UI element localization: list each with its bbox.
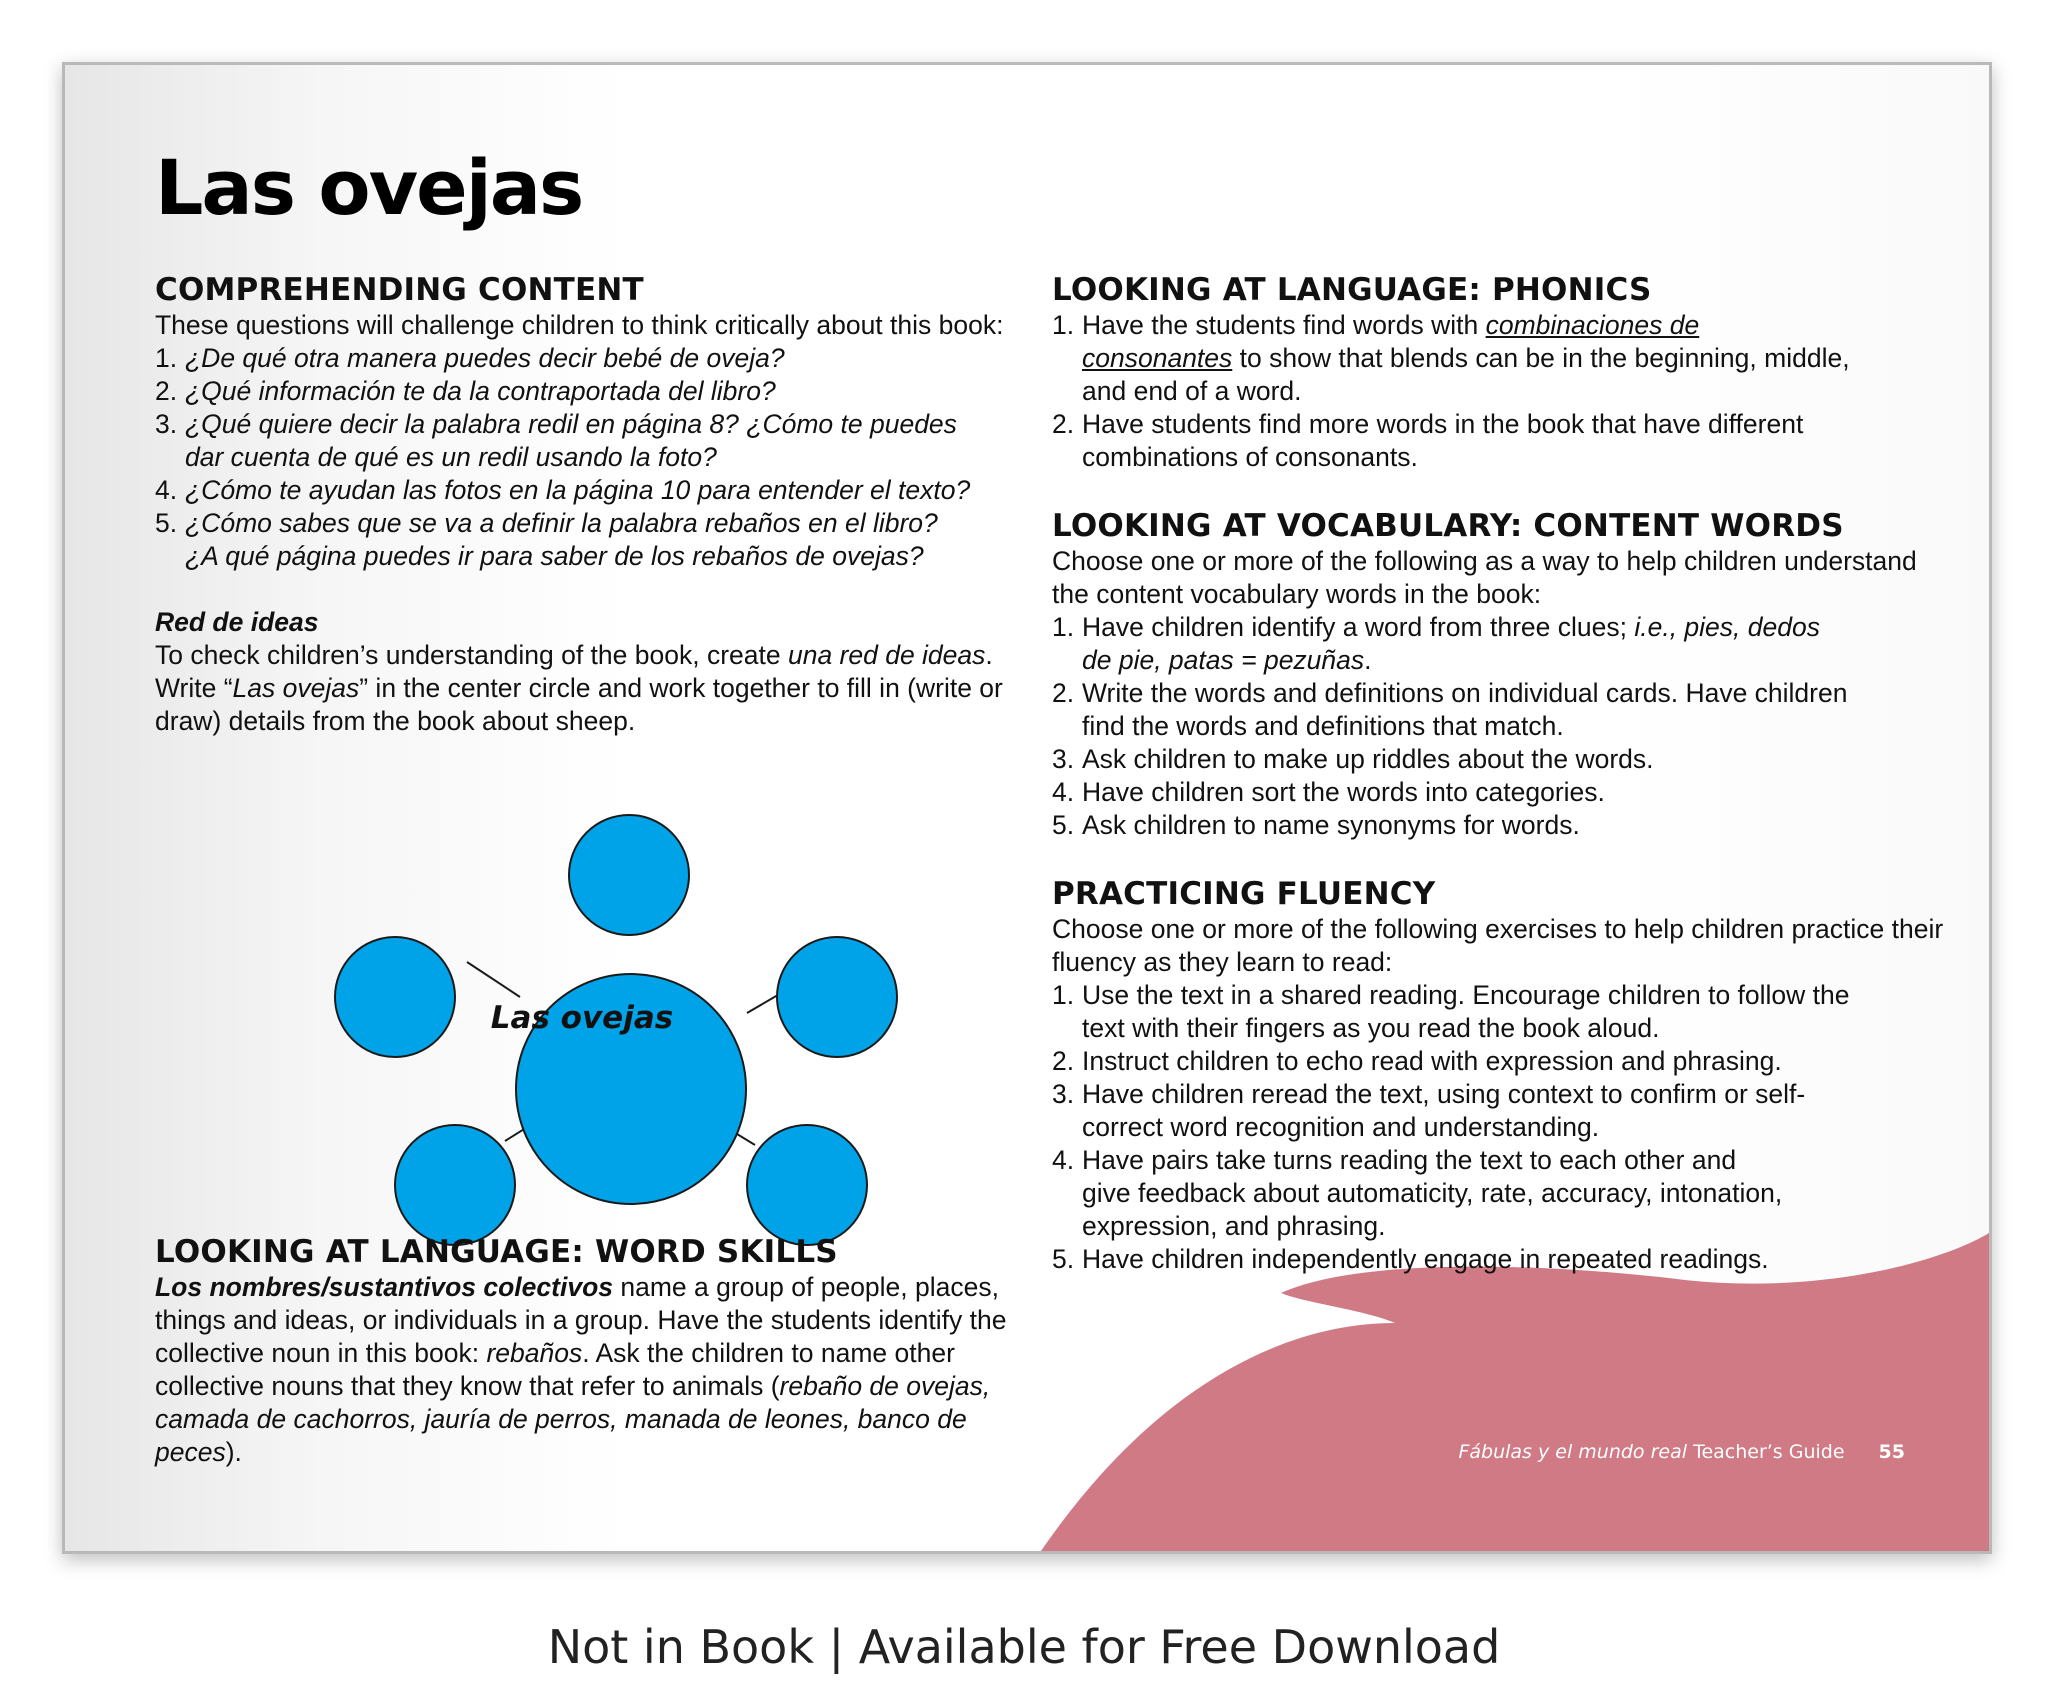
footer-book-title: Fábulas y el mundo real [1458, 1441, 1688, 1463]
item-number: 4. [1052, 1145, 1075, 1175]
item-number: 4. [1052, 777, 1075, 807]
item-text: Have children sort the words into categories. [1082, 777, 1605, 807]
right-column [1052, 271, 1952, 1276]
item-text: ¿A qué página puedes ir para saber de los rebaños de ovejas? [185, 541, 924, 571]
word-skills-italic: rebaños [486, 1338, 583, 1368]
item-text: correct word recognition and understanding. [1082, 1112, 1600, 1142]
item-number: 5. [1052, 810, 1075, 840]
word-skills-part: . Ask the children to name other collective nouns that they know that refer to animals ( [155, 1338, 955, 1401]
item-text: Have students find more words in the book that have different [1082, 409, 1804, 439]
item-text: to show that blends can be in the beginning, middle, [1232, 343, 1850, 373]
web-outer-circle [747, 1125, 867, 1245]
item-text: Ask children to name synonyms for words. [1082, 810, 1580, 840]
item-text: combinations of consonants. [1082, 442, 1418, 472]
red-text-part: To check children’s understanding of the book, create [155, 640, 788, 670]
item-text: Have children reread the text, using context to confirm or self- [1082, 1079, 1806, 1109]
list-item [1052, 743, 1952, 776]
list-item [1052, 1045, 1952, 1078]
web-connector [467, 962, 520, 997]
red-de-ideas-text [155, 639, 1035, 738]
item-text: text with their fingers as you read the book aloud. [1082, 1013, 1660, 1043]
web-outer-circle [335, 937, 455, 1057]
item-number: 1. [1052, 612, 1075, 642]
item-text: ¿Cómo sabes que se va a definir la palabra rebaños en el libro? [185, 508, 938, 538]
page-number: 55 [1878, 1441, 1905, 1463]
guide-page [62, 62, 1992, 1554]
red-text-part: ” in the center circle and work together to fill in (write or draw) details from the book about sheep. [155, 673, 1003, 736]
item-text: . [1364, 645, 1372, 675]
web-outer-circle [569, 815, 689, 935]
item-text: Have pairs take turns reading the text to each other and [1082, 1145, 1737, 1175]
item-text: Ask children to make up riddles about the words. [1082, 744, 1654, 774]
red-de-ideas-heading: Red de ideas [155, 607, 319, 637]
list-item [1052, 776, 1952, 809]
page-title: Las ovejas [155, 143, 583, 232]
item-number: 3. [1052, 744, 1075, 774]
item-text: Instruct children to echo read with expression and phrasing. [1082, 1046, 1782, 1076]
left-column [155, 271, 1035, 738]
list-item [1052, 979, 1952, 1045]
item-text: find the words and definitions that match. [1082, 711, 1564, 741]
item-text: Write the words and definitions on individual cards. Have children [1082, 678, 1848, 708]
item-text: ¿Qué información te da la contraportada del libro? [185, 376, 776, 406]
item-number: 5. [1052, 1244, 1075, 1274]
comprehending-heading: COMPREHENDING CONTENT [155, 272, 644, 308]
web-center-label: Las ovejas [490, 1000, 674, 1036]
vocabulary-intro: Choose one or more of the following as a way to help children understand the content vocabulary words in the book: [1052, 546, 1917, 609]
red-text-italic: Las ovejas [232, 673, 360, 703]
list-item [155, 507, 1035, 573]
item-text: ¿Qué quiere decir la palabra redil en página 8? ¿Cómo te puedes [185, 409, 957, 439]
item-number: 1. [155, 343, 178, 373]
item-text: Have children identify a word from three clues; [1082, 612, 1635, 642]
web-outer-circle [395, 1125, 515, 1245]
fluency-intro: Choose one or more of the following exercises to help children practice their fluency as they learn to read: [1052, 914, 1944, 977]
item-text: Use the text in a shared reading. Encourage children to follow the [1082, 980, 1850, 1010]
item-text: Have the students find words with [1082, 310, 1486, 340]
word-skills-heading: LOOKING AT LANGUAGE: WORD SKILLS [155, 1234, 838, 1270]
vocabulary-heading: LOOKING AT VOCABULARY: CONTENT WORDS [1052, 508, 1844, 544]
word-skills-text [155, 1271, 1035, 1469]
word-skills-italic: rebaño de ovejas, camada de cachorros, jauría de perros, manada de leones, banco de peces [155, 1371, 991, 1467]
download-banner: Not in Book | Available for Free Download [547, 1620, 1501, 1674]
red-text-italic: una red de ideas [787, 640, 986, 670]
phonics-heading: LOOKING AT LANGUAGE: PHONICS [1052, 272, 1652, 308]
item-text-italic: combinaciones de [1485, 310, 1700, 340]
comprehending-intro: These questions will challenge children to think critically about this book: [155, 310, 1004, 340]
list-item [1052, 408, 1952, 474]
list-item [155, 342, 1035, 375]
vocabulary-list [1052, 611, 1952, 842]
item-number: 2. [155, 376, 178, 406]
item-number: 1. [1052, 980, 1075, 1010]
list-item [155, 375, 1035, 408]
wave-shape [1041, 1233, 1989, 1551]
list-item [1052, 1144, 1952, 1243]
phonics-list [1052, 309, 1952, 474]
item-number: 4. [155, 475, 178, 505]
item-text: ¿De qué otra manera puedes decir bebé de oveja? [185, 343, 785, 373]
word-skills-part: ). [225, 1437, 242, 1467]
item-text-italic: consonantes [1082, 343, 1233, 373]
list-item [1052, 309, 1952, 408]
item-text: and end of a word. [1082, 376, 1302, 406]
web-outer-circle [777, 937, 897, 1057]
item-number: 3. [1052, 1079, 1075, 1109]
item-number: 2. [1052, 409, 1075, 439]
question-list [155, 342, 1035, 573]
item-number: 1. [1052, 310, 1075, 340]
list-item [155, 408, 1035, 474]
word-skills-section [155, 1233, 1035, 1469]
list-item [1052, 677, 1952, 743]
item-number: 3. [155, 409, 178, 439]
item-text: expression, and phrasing. [1082, 1211, 1386, 1241]
fluency-heading: PRACTICING FLUENCY [1052, 876, 1436, 912]
page-footer [1405, 1441, 1905, 1463]
item-text: dar cuenta de qué es un redil usando la foto? [185, 442, 717, 472]
item-number: 5. [155, 508, 178, 538]
list-item [1052, 1078, 1952, 1144]
item-text-italic: de pie, patas = pezuñas [1082, 645, 1365, 675]
idea-web-diagram [275, 747, 905, 1247]
item-text-italic: i.e., pies, dedos [1634, 612, 1820, 642]
item-text: give feedback about automaticity, rate, accuracy, intonation, [1082, 1178, 1783, 1208]
red-text-part: . Write “ [155, 640, 993, 703]
item-text: ¿Cómo te ayudan las fotos en la página 10 para entender el texto? [185, 475, 971, 505]
item-number: 2. [1052, 1046, 1075, 1076]
word-skills-term: Los nombres/sustantivos colectivos [155, 1272, 613, 1302]
list-item [1052, 809, 1952, 842]
fluency-list [1052, 979, 1952, 1276]
list-item [155, 474, 1035, 507]
list-item [1052, 1243, 1952, 1276]
list-item [1052, 611, 1952, 677]
word-skills-part: name a group of people, places, things and ideas, or individuals in a group. Have the students identify the collective noun in this book: [155, 1272, 1007, 1368]
item-text: Have children independently engage in repeated readings. [1082, 1244, 1769, 1274]
item-number: 2. [1052, 678, 1075, 708]
footer-suffix: Teacher’s Guide [1687, 1441, 1845, 1463]
